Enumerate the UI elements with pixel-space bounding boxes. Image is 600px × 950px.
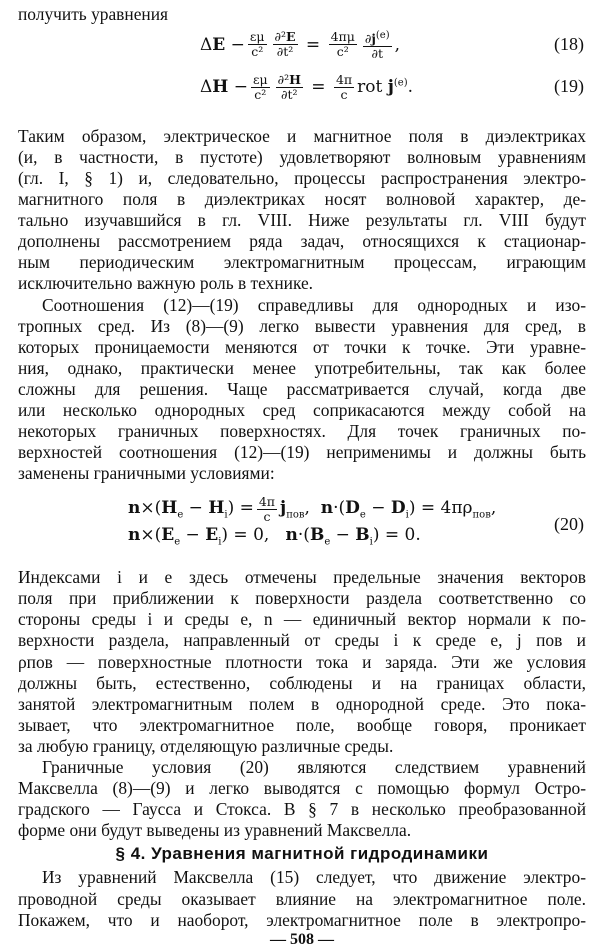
para3-line: Индексами i и e здесь отмечены предельные значения векторов: [18, 567, 586, 588]
para5-line: проводной среды оказывает влияние на электромагнитное поле.: [18, 888, 586, 909]
page-number: — 508 —: [270, 930, 334, 948]
equation-20-number: (20): [554, 514, 584, 535]
para3-line: зывает, что электромагнитное поле, вообще говоря, проникает: [18, 714, 586, 735]
section-heading: § 4. Уравнения магнитной гидродинамики: [115, 844, 489, 864]
para2-line: некоторых граничных поверхностях. Для точек граничных по-: [18, 421, 586, 442]
para3-line: за любую границу, отделяющую различные среды.: [18, 736, 394, 756]
para1-line: дополнены рассмотрением ряда задач, относящихся к стационар-: [18, 231, 586, 252]
para2-line: которых проницаемости меняются от точки к точке. Эти уравне-: [18, 336, 586, 357]
para5-line: Покажем, что и наоборот, электромагнитное поле в электропро-: [18, 909, 586, 930]
intro-text: получить уравнения: [18, 4, 169, 24]
para3-line: должны быть, естественно, соблюдены и на границах области,: [18, 672, 586, 693]
para1-line: (и, в частности, в пустоте) удовлетворяют волновым уравнениям: [18, 146, 586, 167]
para4-line: градского — Гаусса и Стокса. В § 7 в несколько преобразованной: [18, 799, 586, 820]
para5-line: Из уравнений Максвелла (15) следует, что движение электро-: [42, 867, 586, 888]
equation-20: $n\times(H_e - H_i)$ = $\frac{4\pi}{c}$ $j_{пов}$, $n\cdot(D_e - D_i) = 4\pi\rho_{пов}$, $n\times(E_e - E_i) = 0$, $n\cdot(B_e - B_i) = 0$. (20): [128, 493, 584, 548]
para4-line: Граничные условия (20) являются следствием уравнений: [42, 757, 586, 778]
para3-line: стороны среды i и среды e, n — единичный вектор нормали к по-: [18, 609, 586, 630]
para4-line: форме они будут выведены из уравнений Максвелла.: [18, 820, 412, 841]
para3-line: ρпов — поверхностные плотности тока и заряда. Эти же условия: [18, 651, 586, 672]
page: [18, 0, 586, 950]
para2-line: сложны для решения. Чаще рассматривается случай, когда две: [18, 379, 586, 400]
equation-18-number: (18): [554, 33, 584, 54]
para2-line: заменены граничными условиями:: [18, 463, 275, 484]
para2-line: ния, однако, практически менее употребительны, так как более: [18, 357, 586, 378]
para2-line: Соотношения (12)—(19) справедливы для однородных и изо-: [42, 294, 586, 315]
para2-line: тропных сред. Из (8)—(9) легко вывести уравнения для сред, в: [18, 315, 586, 336]
para1-line: ным периодическим электромагнитным процессам, играющим: [18, 252, 586, 273]
para1-line: магнитного поля в диэлектриках носят волновой характер, де-: [18, 189, 586, 210]
para2-line: или несколько однородных сред соприкасаются между собой на: [18, 400, 586, 421]
equation-19-number: (19): [554, 76, 584, 97]
para1-line: Таким образом, электрическое и магнитное поля в диэлектриках: [18, 125, 586, 146]
para1-line: исключительно важную роль в технике.: [18, 273, 314, 294]
para3-line: поля при приближении к поверхности раздела соответственно со: [18, 588, 586, 609]
para4-line: Максвелла (8)—(9) и легко выводятся с помощью формул Остро-: [18, 778, 586, 799]
equation-18: ΔE − $\frac{\varepsilon\mu}{\text{c²}}$ $\frac{\text{∂²E}}{\text{∂t²}}$ = $\frac{4\pi\mu}{\text{c²}}$ $\frac{\partial j^{(e)}}{\partial t}$ , (18): [200, 29, 584, 61]
para3-line: верхности раздела, направленный от среды i к среде e, j пов и: [18, 630, 586, 651]
para3-line: занятой электромагнитным полем в однородной среде. Это пока-: [18, 693, 586, 714]
para2-line: верхностей соотношения (12)—(19) неприменимы и должны быть: [18, 442, 586, 463]
equation-19: ΔH − $\frac{\varepsilon\mu}{\text{c²}}$ $\frac{\text{∂²H}}{\text{∂t²}}$ = $\frac{4\pi}{c}$ rot $j^{(e)}$. (19): [200, 71, 584, 102]
para1-line: тально изучавшийся в гл. VIII. Ниже результаты гл. VIII будут: [18, 210, 586, 231]
para1-line: (гл. I, § 1) и, следовательно, процессы распространения электро-: [18, 167, 586, 188]
